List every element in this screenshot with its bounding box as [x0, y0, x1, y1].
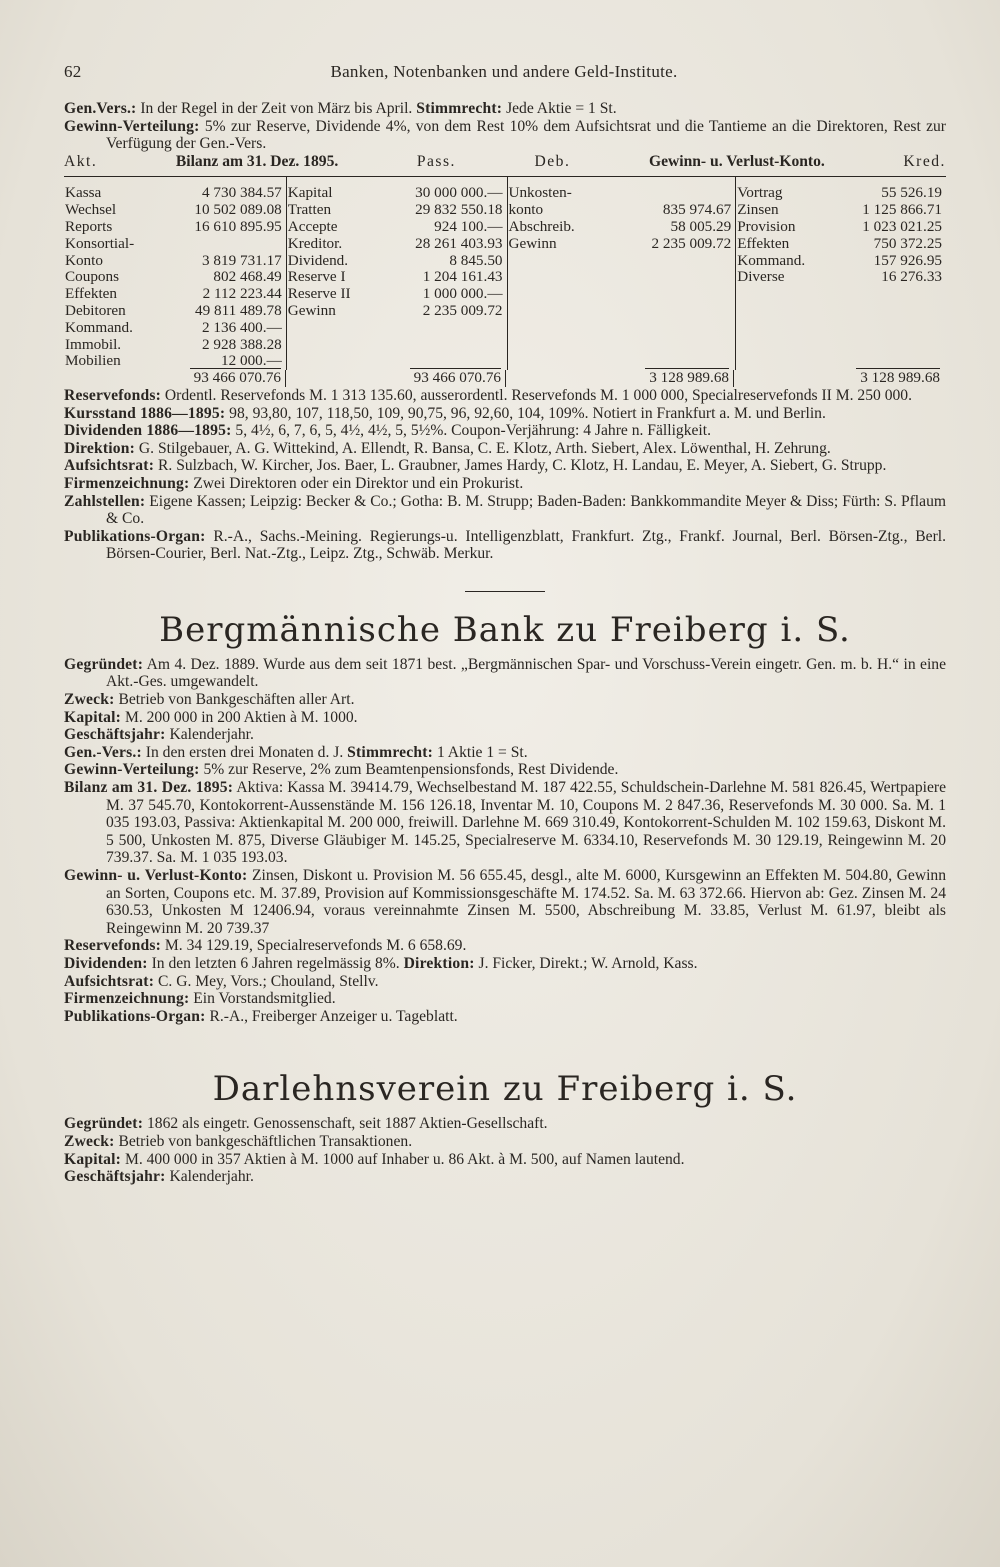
page-content [64, 100, 946, 1186]
row-value: 55 526.19 [881, 184, 942, 202]
passiva-column [287, 177, 508, 370]
row-value: 58 005.29 [670, 217, 732, 235]
entry-text: Jede Aktie = 1 St. [506, 100, 617, 117]
entry [64, 1008, 946, 1026]
row-label: Provision [737, 217, 796, 235]
row-label: Abschreib. [508, 217, 575, 235]
row-value: 2 136 400.— [202, 318, 282, 336]
row-value: 802 468.49 [213, 268, 282, 286]
entry-label: Geschäftsjahr: [64, 1168, 166, 1186]
entry-label: Reservefonds: [64, 937, 162, 955]
row-value: 1 023 021.25 [862, 217, 942, 235]
entry-label: Gewinn- u. Verlust-Konto: [64, 867, 248, 884]
table-row [508, 202, 736, 219]
row-label: Dividend. [287, 251, 349, 269]
entry-text: R.-A., Sachs.-Meining. Regierungs-u. Intelligenzblatt, Frankfurt. Ztg., Frankf. Journal, Berl. Börsen-Ztg., Berl. Börsen-Courier, Berl. Nat.-Ztg., Leipz. Ztg., Schwäb. Merkur. [106, 527, 946, 563]
row-value: 924 100.— [434, 217, 503, 235]
entry-label: Zahlstellen: [64, 492, 146, 510]
entry-label: Gewinn-Verteilung: [64, 761, 200, 779]
entry [64, 422, 946, 440]
table-row [64, 286, 286, 303]
entry [64, 1168, 946, 1186]
entry [64, 475, 946, 493]
entry-label: Direktion: [403, 954, 475, 972]
row-label: Kommand. [65, 318, 133, 336]
debet-column [508, 177, 737, 370]
row-label: Accepte [287, 217, 338, 235]
row-label: Diverse [737, 268, 785, 286]
entry [64, 1133, 946, 1151]
row-label: Kommand. [737, 251, 806, 269]
table-row [736, 269, 946, 286]
entry [64, 937, 946, 955]
row-value: 16 276.33 [881, 268, 942, 286]
row-value: 835 974.67 [662, 201, 732, 219]
row-value: 3 819 731.17 [202, 251, 282, 269]
row-value: 1 125 866.71 [862, 201, 942, 219]
row-label: Reserve I [287, 268, 346, 286]
row-label: Reports [65, 217, 113, 235]
gewinn-verlust-header: Gewinn- u. Verlust-Konto. [648, 152, 825, 170]
table-row [64, 253, 286, 270]
entry [64, 779, 946, 867]
entry-label: Direktion: [64, 439, 136, 457]
table-row [508, 219, 736, 236]
row-label: konto [508, 201, 544, 219]
entry-text: Ordentl. Reservefonds M. 1 313 135.60, ausserordentl. Reservefonds M. 1 000 000, Specialreservefonds II M. 250 000. [164, 386, 912, 404]
row-label: Effekten [65, 285, 118, 303]
entry-text: Ein Vorstandsmitglied. [193, 990, 336, 1008]
entry-text: 98, 93,80, 107, 118,50, 109, 90,75, 96, 92,60, 104, 109%. Notiert in Frankfurt a. M. und Berlin. [229, 404, 826, 422]
entry-label: Zweck: [64, 691, 115, 709]
row-label: Kreditor. [287, 234, 343, 252]
table-row [64, 185, 286, 202]
entry-text: 5% zur Reserve, 2% zum Beamtenpensionsfonds, Rest Dividende. [203, 761, 619, 779]
entry-label: Reservefonds: [64, 386, 162, 404]
entry [64, 1115, 946, 1133]
row-label: Mobilien [65, 352, 121, 370]
entry [64, 867, 946, 937]
passiva-total: 93 466 070.76 [410, 368, 501, 386]
debet-header: Deb. [534, 152, 571, 170]
entry-label: Aufsichtsrat: [64, 972, 155, 990]
table-row [64, 337, 286, 354]
row-value: 10 502 089.08 [194, 201, 282, 219]
row-label: Vortrag [737, 184, 783, 202]
entry [64, 656, 946, 691]
table-row [64, 320, 286, 337]
kredit-header: Kred. [903, 152, 946, 170]
section-divider [465, 591, 545, 592]
entry [64, 387, 946, 405]
table-row [736, 253, 946, 270]
table-row [64, 202, 286, 219]
entry [64, 955, 946, 973]
entry-gewinn-verteilung [64, 118, 946, 153]
entry-text: Eigene Kassen; Leipzig: Becker & Co.; Gotha: B. M. Strupp; Baden-Baden: Bankkommandite Meyer & Diss; Fürth: S. Pflaum & Co. [106, 492, 946, 528]
running-title: Banken, Notenbanken und andere Geld-Institute. [330, 62, 678, 81]
passiva-header: Pass. [416, 152, 456, 170]
entry-text: Betrieb von Bankgeschäften aller Art. [118, 691, 355, 709]
entry-text: C. G. Mey, Vors.; Chouland, Stellv. [158, 972, 379, 990]
table-row [64, 303, 286, 320]
entry-text: 5, 4½, 6, 7, 6, 5, 4½, 4½, 5, 5½%. Coupon-Verjährung: 4 Jahre n. Fälligkeit. [235, 422, 711, 440]
entry-text: J. Ficker, Direkt.; W. Arnold, Kass. [478, 954, 698, 972]
entry-text: G. Stilgebauer, A. G. Wittekind, A. Ellendt, R. Bansa, C. E. Klotz, Arth. Siebert, Alex. Löwenthal, H. Zehrung. [138, 439, 831, 457]
row-value: 750 372.25 [873, 234, 942, 252]
row-label: Konto [65, 251, 103, 269]
entry-label: Dividenden: [64, 954, 148, 972]
bank-title-darlehnsverein: Darlehnsverein zu Freiberg i. S. [212, 1069, 798, 1110]
entry [64, 528, 946, 563]
entry-label: Kapital: [64, 708, 122, 726]
table-row [736, 185, 946, 202]
aktiva-column [64, 177, 287, 370]
row-value: 49 811 489.78 [194, 301, 282, 319]
table-row [64, 236, 286, 253]
entry-label: Gegründet: [64, 1115, 144, 1133]
balance-table [64, 176, 946, 370]
table-row [736, 202, 946, 219]
row-value: 157 926.95 [873, 251, 942, 269]
entry-text: 1 Aktie 1 = St. [436, 743, 528, 761]
row-label: Konsortial- [65, 234, 135, 252]
bilanz-header: Bilanz am 31. Dez. 1895. [175, 152, 339, 170]
row-label: Wechsel [65, 201, 117, 219]
row-value: 1 204 161.43 [422, 268, 503, 286]
entry-text: Am 4. Dez. 1889. Wurde aus dem seit 1871 best. „Bergmännischen Spar- und Vorschuss-Verein eingetr. Gen. m. b. H.“ in eine Akt.-Ges. umgewandelt. [106, 655, 946, 691]
entry-text: In den ersten drei Monaten d. J. [145, 743, 344, 761]
table-row [287, 202, 507, 219]
bank2-entries [64, 656, 946, 1025]
row-value: 8 845.50 [449, 251, 503, 269]
entry-label: Publikations-Organ: [64, 1007, 206, 1025]
row-label: Kapital [287, 184, 333, 202]
row-value: 30 000 000.— [415, 184, 503, 202]
entry-text: Zinsen, Diskont u. Provision M. 56 655.45, desgl., alte M. 6000, Kursgewinn an Effekten M. 504.80, Gewinn an Sorten, Coupons etc. M. 37.89, Provision auf Kommissionsgeschäfte M. 174.52. Sa. M. 63 372.66. Hiervon ab: Gez. Zinsen M. 24 630.53, Unkosten M 12406.94, voraus vereinnahmte Zinsen M. 5500, Abschreibung M. 33.85, Verlust M. 61.97, bleibt als Reingewinn M. 20 739.37 [106, 867, 947, 937]
table-row [287, 286, 507, 303]
debet-total: 3 128 989.68 [645, 368, 729, 386]
entry-label: Publikations-Organ: [64, 527, 206, 545]
entry-label: Kursstand 1886—1895: [64, 404, 226, 422]
row-value: 2 112 223.44 [202, 285, 282, 303]
row-label: Immobil. [65, 335, 122, 353]
page-header [64, 58, 944, 88]
row-label: Effekten [737, 234, 790, 252]
entry-label: Geschäftsjahr: [64, 726, 166, 744]
row-value: 12 000.— [221, 352, 282, 370]
entry-label: Stimmrecht: [347, 743, 434, 761]
entry-text: Betrieb von bankgeschäftlichen Transaktionen. [118, 1132, 413, 1150]
row-label: Zinsen [737, 201, 779, 219]
row-label: Debitoren [65, 301, 126, 319]
aktiva-total: 93 466 070.76 [190, 368, 281, 386]
entry-label: Zweck: [64, 1132, 115, 1150]
entry-text: 5% zur Reserve, Dividende 4%, von dem Rest 10% dem Aufsichtsrat und die Tantieme an die Direktoren, Rest zur Verfügung der Gen.-Vers. [106, 117, 946, 153]
entry-label: Bilanz am 31. Dez. 1895: [64, 779, 234, 797]
aktiva-header: Akt. [64, 152, 98, 170]
row-value: 2 928 388.28 [202, 335, 282, 353]
entry-text: M. 34 129.19, Specialreservefonds M. 6 658.69. [164, 937, 467, 955]
entry [64, 691, 946, 709]
entry-label: Gen.Vers.: [64, 100, 137, 117]
entry [64, 973, 946, 991]
row-value: 1 000 000.— [422, 285, 503, 303]
balance-totals [64, 370, 946, 387]
section1-entries [64, 387, 946, 563]
entry [64, 761, 946, 779]
entry [64, 709, 946, 727]
row-label: Gewinn [508, 234, 557, 252]
row-label: Kassa [65, 184, 102, 202]
row-value: 4 730 384.57 [202, 184, 282, 202]
entry [64, 744, 946, 762]
entry-text: R.-A., Freiberger Anzeiger u. Tageblatt. [209, 1007, 458, 1025]
entry-text: R. Sulzbach, W. Kircher, Jos. Baer, L. Graubner, James Hardy, C. Klotz, H. Landau, E. Meyer, A. Siebert, G. Strupp. [158, 457, 887, 475]
row-value: 2 235 009.72 [651, 234, 732, 252]
entry-text: In der Regel in der Zeit von März bis April. [140, 100, 413, 117]
entry-text: 1862 als eingetr. Genossenschaft, seit 1887 Aktien-Gesellschaft. [147, 1115, 548, 1133]
bank-title-bergmaennische: Bergmännische Bank zu Freiberg i. S. [159, 609, 851, 650]
table-row [287, 219, 507, 236]
entry [64, 1151, 946, 1169]
table-row [64, 219, 286, 236]
row-value: 29 832 550.18 [415, 201, 503, 219]
row-label: Coupons [65, 268, 120, 286]
entry [64, 440, 946, 458]
table-row [287, 236, 507, 253]
row-label: Tratten [287, 201, 332, 219]
table-row [736, 236, 946, 253]
table-row [508, 236, 736, 253]
entry [64, 726, 946, 744]
entry-text: M. 400 000 in 357 Aktien à M. 1000 auf Inhaber u. 86 Akt. à M. 500, auf Namen lautend. [124, 1150, 685, 1168]
entry-text: Kalenderjahr. [169, 1168, 254, 1186]
entry-label: Firmenzeichnung: [64, 474, 190, 492]
entry [64, 457, 946, 475]
entry-text: Kalenderjahr. [169, 726, 254, 744]
entry-text: Zwei Direktoren oder ein Direktor und ein Prokurist. [193, 474, 524, 492]
kredit-column [736, 177, 946, 370]
entry [64, 493, 946, 528]
entry-text: M. 200 000 in 200 Aktien à M. 1000. [124, 708, 358, 726]
row-label: Reserve II [287, 285, 351, 303]
entry-genvers [64, 100, 946, 118]
entry [64, 990, 946, 1008]
row-value: 28 261 403.93 [415, 234, 503, 252]
entry-label: Stimmrecht: [416, 100, 503, 117]
table-row [508, 185, 736, 202]
entry-label: Gen.-Vers.: [64, 743, 142, 761]
entry-text: Aktiva: Kassa M. 39414.79, Wechselbestand M. 187 422.55, Schuldschein-Darlehne M. 581 826.45, Wertpapiere M. 37 545.70, Kontokorrent-Aussenstände M. 156 126.18, Inventar M. 10, Coupons M. 2 847.36, Reservefonds M. 30 000. Sa. M. 1 035 193.03, Passiva: Aktienkapital M. 200 000, freiwill. Darlehne M. 669 310.49, Kontokorrent-Schulden M. 102 159.63, Diskont M. 5 500, Unkosten M. 875, Diverse Gläubiger M. 145.25, Specialreserve M. 6334.10, Reservefonds M. 30 129.19, Reingewinn M. 20 739.37. Sa. M. 1 035 193.03. [106, 779, 946, 867]
row-label: Gewinn [287, 301, 336, 319]
entry-label: Gewinn-Verteilung: [64, 117, 200, 135]
balance-table-header [64, 153, 946, 171]
table-row [287, 269, 507, 286]
table-row [736, 219, 946, 236]
entry-text: In den letzten 6 Jahren regelmässig 8%. [151, 954, 400, 972]
row-label: Unkosten- [508, 184, 572, 202]
table-row [287, 303, 507, 320]
entry-label: Aufsichtsrat: [64, 457, 155, 475]
entry-label: Firmenzeichnung: [64, 990, 190, 1008]
table-row [287, 185, 507, 202]
bank3-entries [64, 1115, 946, 1185]
kredit-total: 3 128 989.68 [856, 368, 940, 386]
page-number: 62 [64, 62, 82, 81]
table-row [287, 253, 507, 270]
entry-label: Gegründet: [64, 655, 144, 673]
row-value: 16 610 895.95 [194, 217, 282, 235]
entry [64, 405, 946, 423]
table-row [64, 269, 286, 286]
entry-label: Kapital: [64, 1150, 122, 1168]
row-value: 2 235 009.72 [422, 301, 503, 319]
entry-label: Dividenden 1886—1895: [64, 422, 232, 440]
